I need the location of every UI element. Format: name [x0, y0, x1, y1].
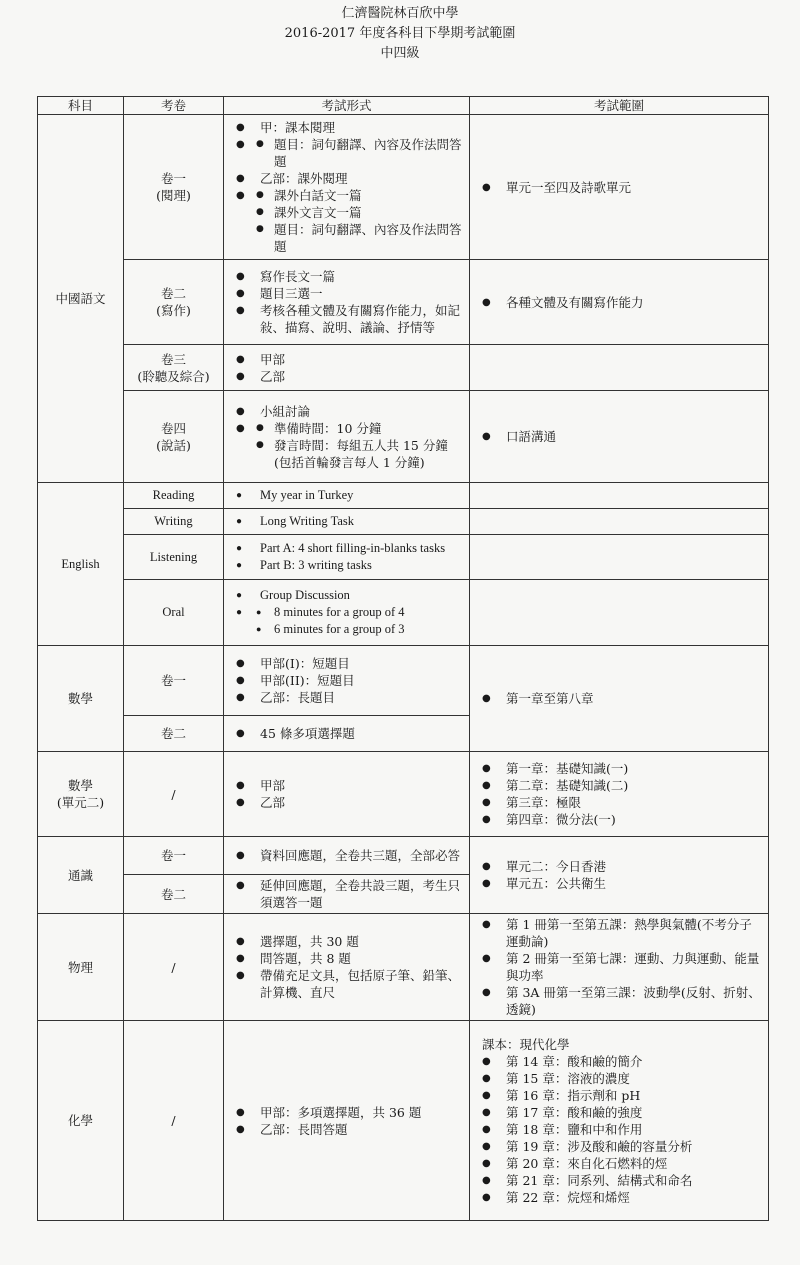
subject-ls: 通識	[38, 837, 124, 914]
list-item: ● Long Writing Task	[230, 513, 463, 530]
table-row	[38, 509, 769, 535]
exam-scope-table	[37, 96, 769, 1221]
subject-english: English	[38, 483, 124, 646]
scope-cell	[470, 580, 769, 646]
format-cell	[224, 716, 470, 752]
chemistry-chapter: ● 第 14 章：酸和鹼的簡介	[476, 1053, 762, 1070]
format-cell	[224, 345, 470, 391]
list-item: ● 題目：詞句翻譯、內容及作法問答題	[254, 221, 463, 255]
col-subject: 科目	[38, 97, 124, 115]
list-item: ● 甲部：多項選擇題，共 36 題	[230, 1104, 463, 1121]
table-row	[38, 260, 769, 345]
chemistry-chapter: ● 第 22 章：烷烴和烯烴	[476, 1189, 762, 1206]
format-cell	[224, 391, 470, 483]
list-item: ● Part A: 4 short filling-in-blanks tasks	[230, 540, 463, 557]
paper-name: 卷一	[124, 837, 224, 875]
subject-m2	[38, 752, 124, 837]
list-item: ● 小組討論	[230, 403, 463, 420]
scope-cell	[470, 260, 769, 345]
format-cell	[224, 260, 470, 345]
scope-cell	[470, 1021, 769, 1221]
paper-name: 卷二	[160, 286, 186, 301]
scope-cell	[470, 345, 769, 391]
subject-chemistry: 化學	[38, 1021, 124, 1221]
list-item: ● 選擇題，共 30 題	[230, 933, 463, 950]
format-cell	[224, 646, 470, 716]
subject-name: 數學	[67, 778, 93, 793]
list-item: ● Group Discussion	[230, 587, 463, 604]
list-item: ● 發言時間：每組五人共 15 分鐘(包括首輪發言每人 1 分鐘)	[254, 437, 463, 471]
paper-name: /	[124, 914, 224, 1021]
list-item: ● 6 minutes for a group of 3	[254, 621, 463, 638]
format-cell	[224, 535, 470, 580]
list-item: ● ● 8 minutes for a group of 4	[254, 604, 463, 621]
list-item: ● 帶備充足文具，包括原子筆、鉛筆、計算機、直尺	[230, 967, 463, 1001]
col-scope: 考試範圍	[470, 97, 769, 115]
list-item: ● 題目三選一	[230, 285, 463, 302]
scope-cell	[470, 646, 769, 752]
format-cell	[224, 752, 470, 837]
list-item: ● ● 題目：詞句翻譯、內容及作法問答題	[254, 136, 463, 170]
table-row	[38, 580, 769, 646]
table-row	[38, 535, 769, 580]
format-cell	[224, 1021, 470, 1221]
chemistry-chapter: ● 第 18 章：鹽和中和作用	[476, 1121, 762, 1138]
paper-name: 卷二	[124, 875, 224, 914]
scope-cell	[470, 391, 769, 483]
form-level: 中四級	[380, 46, 420, 61]
chemistry-chapter: ● 第 16 章：指示劑和 pH	[476, 1087, 762, 1104]
list-item: ● 第三章：極限	[476, 794, 762, 811]
list-item: ● 45 條多項選擇題	[230, 725, 463, 742]
list-item: ● 考核各種文體及有關寫作能力，如記敍、描寫、說明、議論、抒情等	[230, 302, 463, 336]
list-item: ● 第 2 冊第一至第七課：運動、力與運動、能量與功率	[476, 950, 762, 984]
scope-cell	[470, 115, 769, 260]
paper-name: Listening	[124, 535, 224, 580]
list-item: ● 寫作長文一篇	[230, 268, 463, 285]
table-row	[38, 837, 769, 875]
header-row	[38, 97, 769, 115]
list-item: ● 第 1 冊第一至第五課：熱學與氣體(不考分子運動論)	[476, 916, 762, 950]
chemistry-chapter: ● 第 15 章：溶液的濃度	[476, 1070, 762, 1087]
col-format: 考試形式	[224, 97, 470, 115]
paper-name: /	[124, 1021, 224, 1221]
list-item: ● 甲部(I)：短題目	[230, 655, 463, 672]
paper-sub: (聆聽及綜合)	[137, 368, 210, 384]
paper-name: 卷三	[160, 351, 186, 367]
list-item: ● Part B: 3 writing tasks	[230, 557, 463, 574]
paper-cell	[124, 260, 224, 345]
list-item: ● ● 準備時間：10 分鐘	[254, 420, 463, 437]
paper-name: 卷二	[124, 716, 224, 752]
list-item: ● 單元五：公共衛生	[476, 875, 762, 892]
paper-cell	[124, 345, 224, 391]
table-row	[38, 391, 769, 483]
paper-cell	[124, 115, 224, 260]
table-row	[38, 914, 769, 1021]
paper-sub: (寫作)	[156, 303, 191, 318]
list-item: ● 問答題，共 8 題	[230, 950, 463, 967]
format-cell	[224, 509, 470, 535]
list-item: ● 乙部	[230, 794, 463, 811]
scope-cell	[470, 752, 769, 837]
list-item: ● 乙部：長問答題	[230, 1121, 463, 1138]
chemistry-chapter: ● 第 19 章：涉及酸和鹼的容量分析	[476, 1138, 762, 1155]
subject-physics: 物理	[38, 914, 124, 1021]
school-name: 仁濟醫院林百欣中學	[341, 6, 459, 21]
list-item: ● 甲部(II)：短題目	[230, 672, 463, 689]
table-row	[38, 752, 769, 837]
table-row	[38, 1021, 769, 1221]
format-cell	[224, 837, 470, 875]
list-item: ● 第二章：基礎知識(二)	[476, 777, 762, 794]
paper-name: Oral	[124, 580, 224, 646]
list-item: ● 課外文言文一篇	[254, 204, 463, 221]
document-title: 2016-2017 年度各科目下學期考試範圍	[284, 26, 516, 41]
format-cell	[224, 914, 470, 1021]
chemistry-chapter: ● 第 21 章：同系列、結構式和命名	[476, 1172, 762, 1189]
list-item: ● My year in Turkey	[230, 487, 463, 504]
col-paper: 考卷	[124, 97, 224, 115]
chemistry-chapter-list	[476, 1053, 762, 1206]
list-item: ● 乙部：課外閱理	[230, 170, 463, 187]
chemistry-chapter: ● 第 17 章：酸和鹼的強度	[476, 1104, 762, 1121]
table-row	[38, 345, 769, 391]
format-cell	[224, 483, 470, 509]
subject-sub: (單元二)	[56, 795, 105, 810]
list-item: ● 單元二：今日香港	[476, 858, 762, 875]
paper-sub: (說話)	[156, 437, 191, 453]
list-item: ● 第一章：基礎知識(一)	[476, 760, 762, 777]
scope-cell	[470, 914, 769, 1021]
list-item: ● ● 課外白話文一篇	[254, 187, 463, 204]
list-item: ● 乙部	[230, 368, 463, 385]
list-item: ● 第四章：微分法(一)	[476, 811, 762, 828]
subject-math: 數學	[38, 646, 124, 752]
list-item: ● 甲部	[230, 351, 463, 368]
list-item: ● 甲：課本閱理	[230, 119, 463, 136]
scope-cell	[470, 509, 769, 535]
paper-name: 卷一	[160, 171, 186, 186]
paper-name: Reading	[124, 483, 224, 509]
textbook-label: 課本：現代化學	[482, 1036, 570, 1052]
table-row	[38, 115, 769, 260]
list-item: ● 資料回應題，全卷共三題，全部必答	[230, 847, 463, 864]
list-item: ● 各種文體及有關寫作能力	[476, 294, 762, 311]
scope-cell	[470, 535, 769, 580]
paper-cell	[124, 391, 224, 483]
paper-sub: (閱理)	[156, 188, 191, 203]
list-item: ● 延伸回應題，全卷共設三題，考生只須選答一題	[230, 877, 463, 911]
list-item: ● 第一章至第八章	[476, 690, 762, 707]
list-item: ● 第 3A 冊第一至第三課：波動學(反射、折射、透鏡)	[476, 984, 762, 1018]
paper-name: /	[124, 752, 224, 837]
table-row	[38, 483, 769, 509]
format-cell	[224, 580, 470, 646]
list-item: ● 單元一至四及詩歌單元	[476, 179, 762, 196]
paper-name: 卷一	[124, 646, 224, 716]
paper-name: Writing	[124, 509, 224, 535]
list-item: ● 口語溝通	[476, 428, 762, 445]
table-row	[38, 646, 769, 716]
scope-cell	[470, 837, 769, 914]
list-item: ● 甲部	[230, 777, 463, 794]
paper-name: 卷四	[160, 420, 186, 436]
chemistry-chapter: ● 第 20 章：來自化石燃料的烴	[476, 1155, 762, 1172]
format-cell	[224, 875, 470, 914]
subject-chinese: 中國語文	[38, 115, 124, 483]
format-cell	[224, 115, 470, 260]
list-item: ● 乙部：長題目	[230, 689, 463, 706]
scope-cell	[470, 483, 769, 509]
